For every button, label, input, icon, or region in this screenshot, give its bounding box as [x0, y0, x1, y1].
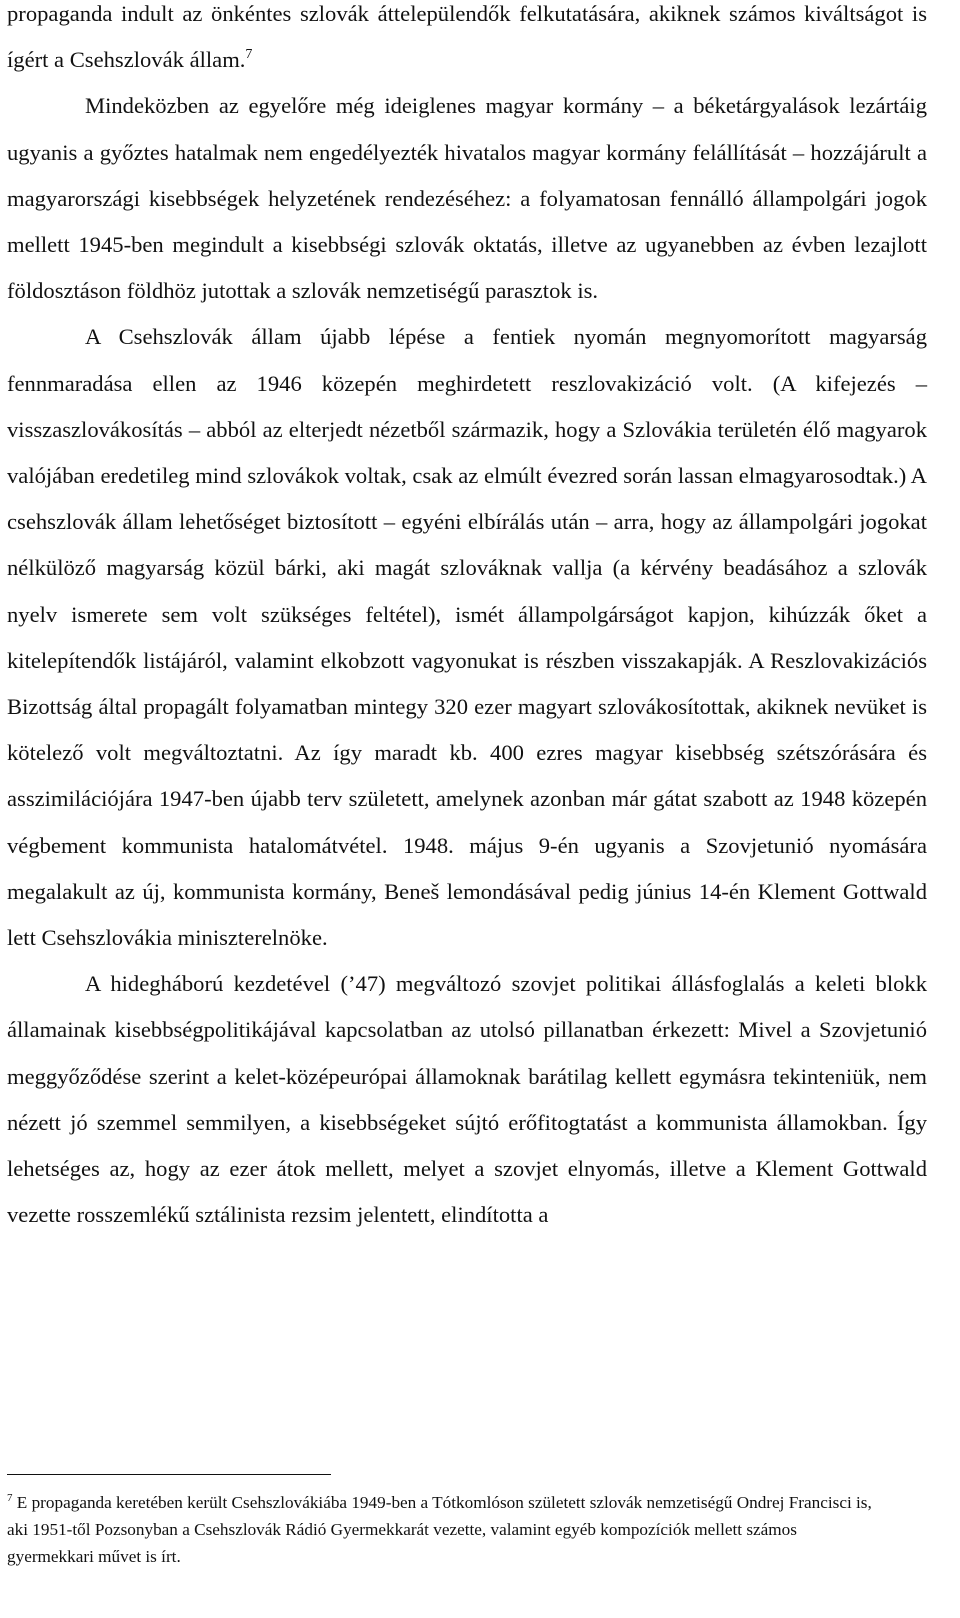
paragraph-text: propaganda indult az önkéntes szlovák áttelepülendők felkutatására, akiknek számos kiváltságot is ígért a Csehszlovák állam. [7, 1, 927, 73]
paragraph-text: Mindeközben az egyelőre még ideiglenes magyar kormány – a béketárgyalások lezártáig ugyanis a győztes hatalmak nem engedélyezték hivatalos magyar kormány felállítását – hozzájárult a magyarországi kisebbségek helyzetének rendezéséhez: a folyamatosan fennálló állampolgári jogok mellett 1945-ben megindult a kisebbségi szlovák oktatás, illetve az ugyanebben az évben lezajlott földosztáson földhöz jutottak a szlovák nemzetiségű parasztok is. [7, 93, 927, 304]
paragraph-text: A Csehszlovák állam újabb lépése a fentiek nyomán megnyomorított magyarság fennmaradása ellen az 1946 közepén meghirdetett reszlovakizáció volt. (A kifejezés – visszaszlovákosítás – abból az elterjedt nézetből származik, hogy a Szlovákia területén élő magyarok valójában eredetileg mind szlovákok voltak, csak az elmúlt évezred során lassan elmagyarosodtak.) A csehszlovák állam lehetőséget biztosított – egyéni elbírálás után – arra, hogy az állampolgári jogokat nélkülöző magyarság közül bárki, aki magát szlováknak vallja (a kérvény beadásához a szlovák nyelv ismerete sem volt szükséges feltétel), ismét állampolgárságot kapjon, kihúzzák őket a kitelepítendők listájáról, valamint elkobzott vagyonukat is részben visszakapják. A Reszlovakizációs Bizottság által propagált folyamatban mintegy 320 ezer magyart szlovákosítottak, akiknek nevüket is kötelező volt megváltoztatni. Az így maradt kb. 400 ezres magyar kisebbség szétszórására és asszimilációjára 1947-ben újabb terv született, amelynek azonban már gátat szabott az 1948 közepén végbement kommunista hatalomátvétel. 1948. május 9-én ugyanis a Szovjetunió nyomására megalakult az új, kommunista kormány, Beneš lemondásával pedig június 14-én Klement Gottwald lett Csehszlovákia miniszterelnöke. [7, 324, 927, 951]
footnote [7, 1489, 887, 1570]
footnote-reference[interactable]: 7 [245, 47, 253, 63]
document-page [7, 0, 927, 1238]
paragraph-text: A hidegháború kezdetével (’47) megváltozó szovjet politikai állásfoglalás a keleti blokk államainak kisebbségpolitikájával kapcsolatban az utolsó pillanatban érkezett: Mivel a Szovjetunió meggyőződése szerint a kelet-középeurópai államoknak barátilag kellett egymásra tekinteniük, nem nézett jó szemmel semmilyen, a kisebbségeket sújtó erőfitogtatást a kommunista államokban. Így lehetséges az, hogy az ezer átok mellett, melyet a szovjet elnyomás, illetve a Klement Gottwald vezette rosszemlékű sztálinista rezsim jelentett, elindította a [7, 971, 927, 1228]
footnote-separator [7, 1474, 331, 1475]
footnote-number: 7 [7, 1492, 13, 1504]
footnote-text: E propaganda keretében került Csehszlovákiába 1949-ben a Tótkomlóson született szlovák nemzetiségű Ondrej Francisci is, aki 1951-től Pozsonyban a Csehszlovák Rádió Gyermekkarát vezette, valamint egyéb kompozíciók mellett számos gyermekkari művet is írt. [7, 1493, 872, 1566]
body-paragraph-3 [7, 314, 927, 961]
body-paragraph-4 [7, 961, 927, 1238]
body-paragraph-1 [7, 0, 927, 83]
body-paragraph-2 [7, 83, 927, 314]
